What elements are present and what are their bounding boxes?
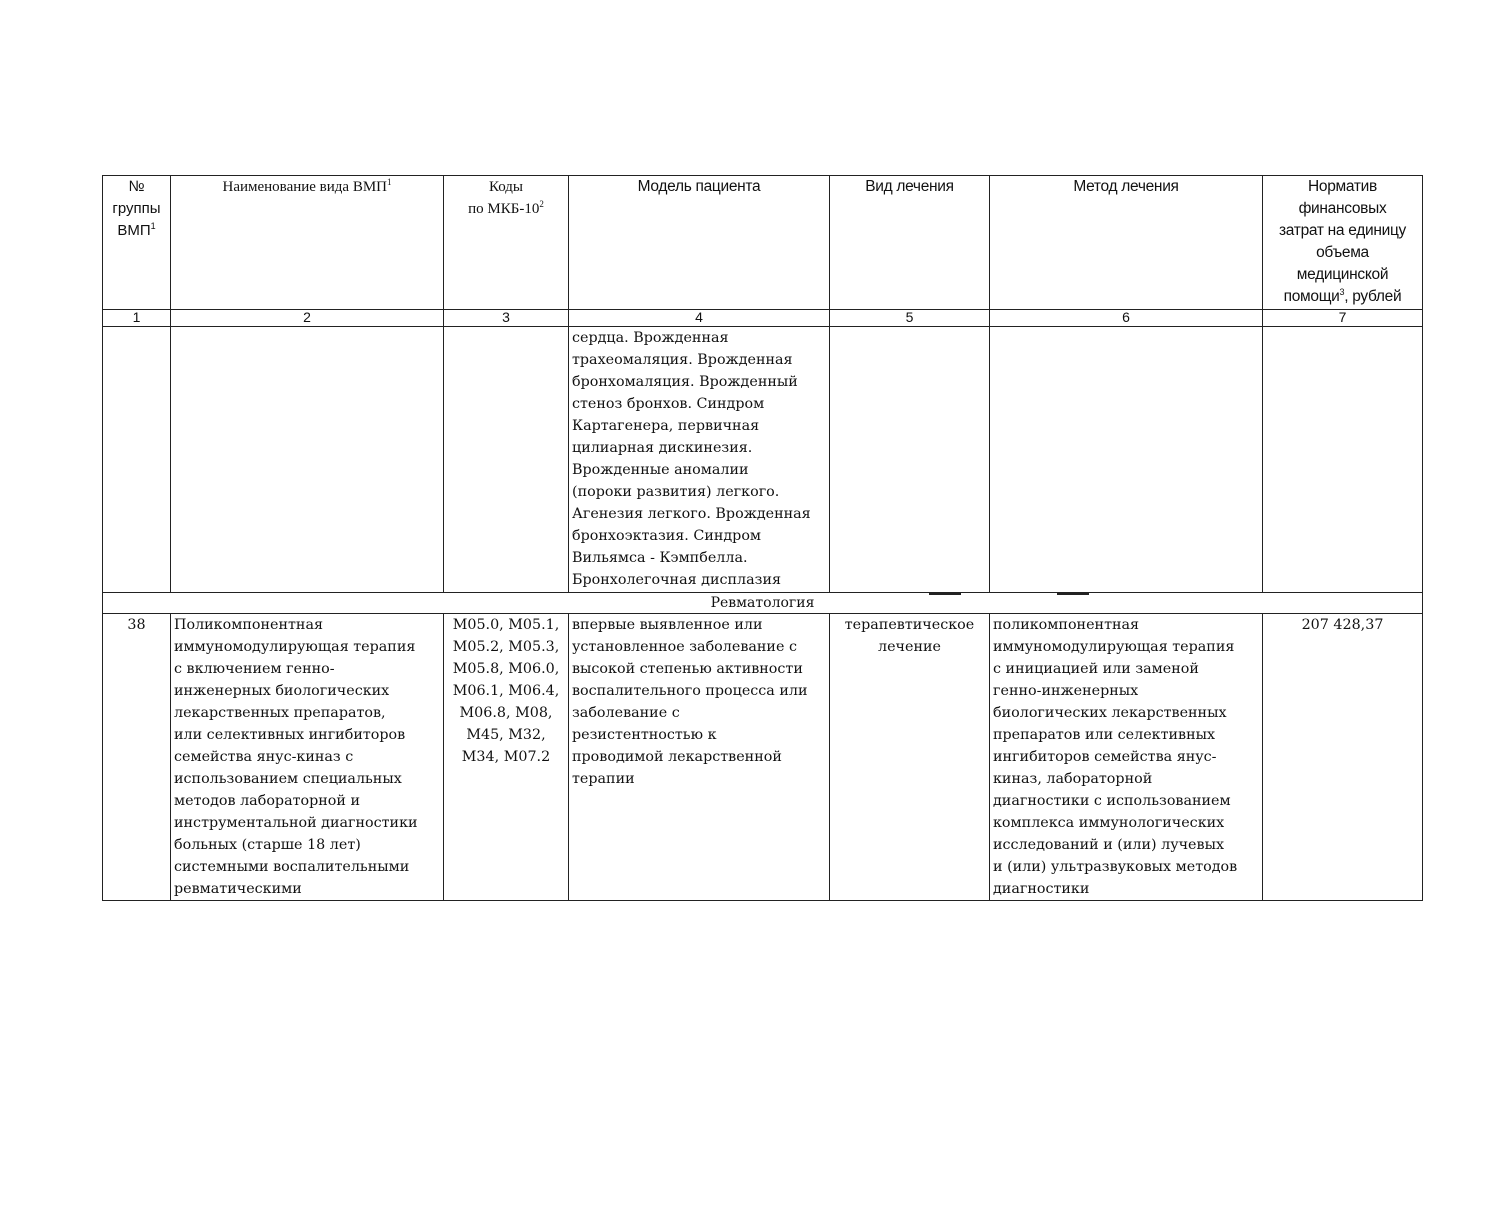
column-number-row [103, 310, 1423, 327]
header-cost-standard [1263, 176, 1423, 310]
column-number: 5 [830, 310, 990, 327]
cell-treatment-type: терапевтическое лечение [830, 614, 990, 901]
cell-patient-model: сердца. Врожденная трахеомаляция. Врожденная бронхомаляция. Врожденный стеноз бронхов. Синдром Картагенера, первичная цилиарная дискинезия. Врожденные аномалии (пороки развития) легкого. Агенезия легкого. Врожденная бронхоэктазия. Синдром Вильямса - Кэмпбелла. Бронхолегочная дисплазия [569, 327, 830, 593]
header-cost-standard-text: Норматив финансовых затрат на единицу объема медицинской помощи [1278, 178, 1406, 305]
footnote-ref: 3 [1339, 286, 1345, 297]
column-number: 1 [103, 310, 171, 327]
cell-icd-codes [444, 327, 569, 593]
column-number: 7 [1263, 310, 1423, 327]
cell-patient-model: впервые выявленное или установленное заболевание с высокой степенью активности воспалительного процесса или заболевание с резистентностью к проводимой лекарственной терапии [569, 614, 830, 901]
header-icd-codes [444, 176, 569, 310]
column-number: 4 [569, 310, 830, 327]
header-group-no-text: № группы ВМП [112, 178, 161, 239]
cell-icd-codes: М05.0, М05.1, М05.2, М05.3, М05.8, М06.0, М06.1, М06.4, М06.8, М08, М45, М32, М34, М07.2 [444, 614, 569, 901]
header-treatment-method [990, 176, 1263, 310]
cell-vmp-name [171, 327, 444, 593]
cell-treatment-method: поликомпонентная иммуномодулирующая терапия с инициацией или заменой генно-инженерных биологических лекарственных препаратов или селективных ингибиторов семейства янус- киназ, лабораторной диагностики с использованием комплекса иммунологических исследований и (или) лучевых и (или) ультразвуковых методов диагностики [990, 614, 1263, 901]
header-cost-standard-unit: , рублей [1344, 288, 1402, 305]
vmp-table [102, 175, 1423, 901]
cell-group-no [103, 327, 171, 593]
cell-group-no: 38 [103, 614, 171, 901]
border-artifact-line [929, 593, 961, 595]
column-number: 2 [171, 310, 444, 327]
header-treatment-type [830, 176, 990, 310]
footnote-ref: 2 [539, 199, 544, 209]
header-row [103, 176, 1423, 310]
section-row [103, 593, 1423, 614]
cell-vmp-name: Поликомпонентная иммуномодулирующая терапия с включением генно- инженерных биологических лекарственных препаратов, или селективных ингибиторов семейства янус-киназ с использованием специальных методов лабораторной и инструментальной диагностики больных (старше 18 лет) системными воспалительными ревматическими [171, 614, 444, 901]
cell-cost [1263, 327, 1423, 593]
footnote-ref: 1 [387, 177, 392, 187]
footnote-ref: 1 [150, 221, 156, 231]
border-artifact-line [1057, 593, 1089, 595]
header-patient-model [569, 176, 830, 310]
header-vmp-name-text: Наименование вида ВМП [222, 179, 388, 195]
cell-treatment-method [990, 327, 1263, 593]
header-vmp-name [171, 176, 444, 310]
table-row-continuation [103, 327, 1423, 593]
section-title: Ревматология [103, 593, 1423, 614]
cell-cost: 207 428,37 [1263, 614, 1423, 901]
header-treatment-type-text: Вид лечения [865, 178, 954, 195]
cell-treatment-type [830, 327, 990, 593]
header-treatment-method-text: Метод лечения [1073, 178, 1179, 195]
column-number: 3 [444, 310, 569, 327]
column-number: 6 [990, 310, 1263, 327]
header-patient-model-text: Модель пациента [637, 178, 761, 195]
header-group-no [103, 176, 171, 310]
table-row [103, 614, 1423, 901]
header-icd-codes-text: Коды по МКБ-10 [468, 179, 540, 217]
